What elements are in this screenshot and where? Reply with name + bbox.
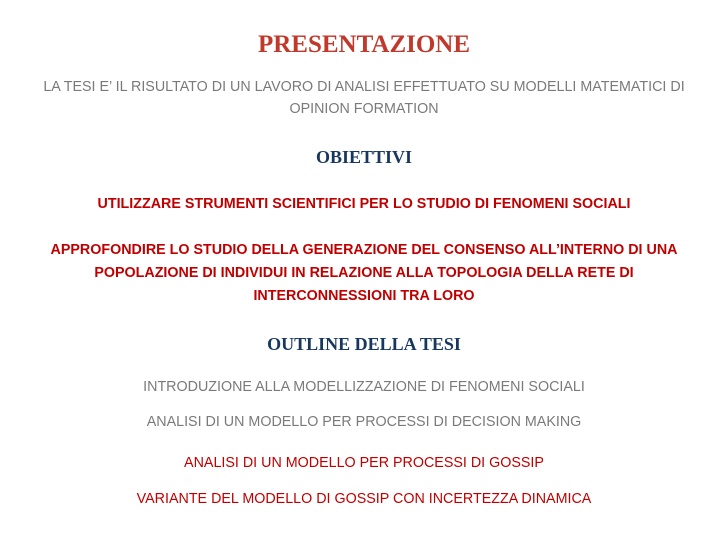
intro-line-1: LA TESI E’ IL RISULTATO DI UN LAVORO DI ANALISI EFFETTUATO SU MODELLI MATEMATICI DI — [43, 79, 685, 95]
outline-item-2: ANALISI DI UN MODELLO PER PROCESSI DI DECISION MAKING — [146, 414, 582, 430]
objectives-heading: OBIETTIVI — [315, 147, 413, 167]
outline-heading: OUTLINE DELLA TESI — [267, 334, 461, 354]
objective-item-2-line-2: POPOLAZIONE DI INDIVIDUI IN RELAZIONE ALLA TOPOLOGIA DELLA RETE DI — [94, 265, 634, 281]
intro-line-2: OPINION FORMATION — [289, 101, 439, 117]
outline-item-3: ANALISI DI UN MODELLO PER PROCESSI DI GOSSIP — [184, 455, 544, 471]
slide-title: PRESENTAZIONE — [257, 31, 471, 58]
outline-item-4: VARIANTE DEL MODELLO DI GOSSIP CON INCERTEZZA DINAMICA — [136, 491, 592, 507]
objective-item-1: UTILIZZARE STRUMENTI SCIENTIFICI PER LO STUDIO DI FENOMENI SOCIALI — [97, 196, 631, 212]
objective-item-2-line-3: INTERCONNESSIONI TRA LORO — [253, 288, 475, 304]
objective-item-2-line-1: APPROFONDIRE LO STUDIO DELLA GENERAZIONE DEL CONSENSO ALL’INTERNO DI UNA — [50, 242, 678, 258]
outline-item-1: INTRODUZIONE ALLA MODELLIZZAZIONE DI FENOMENI SOCIALI — [143, 379, 585, 395]
